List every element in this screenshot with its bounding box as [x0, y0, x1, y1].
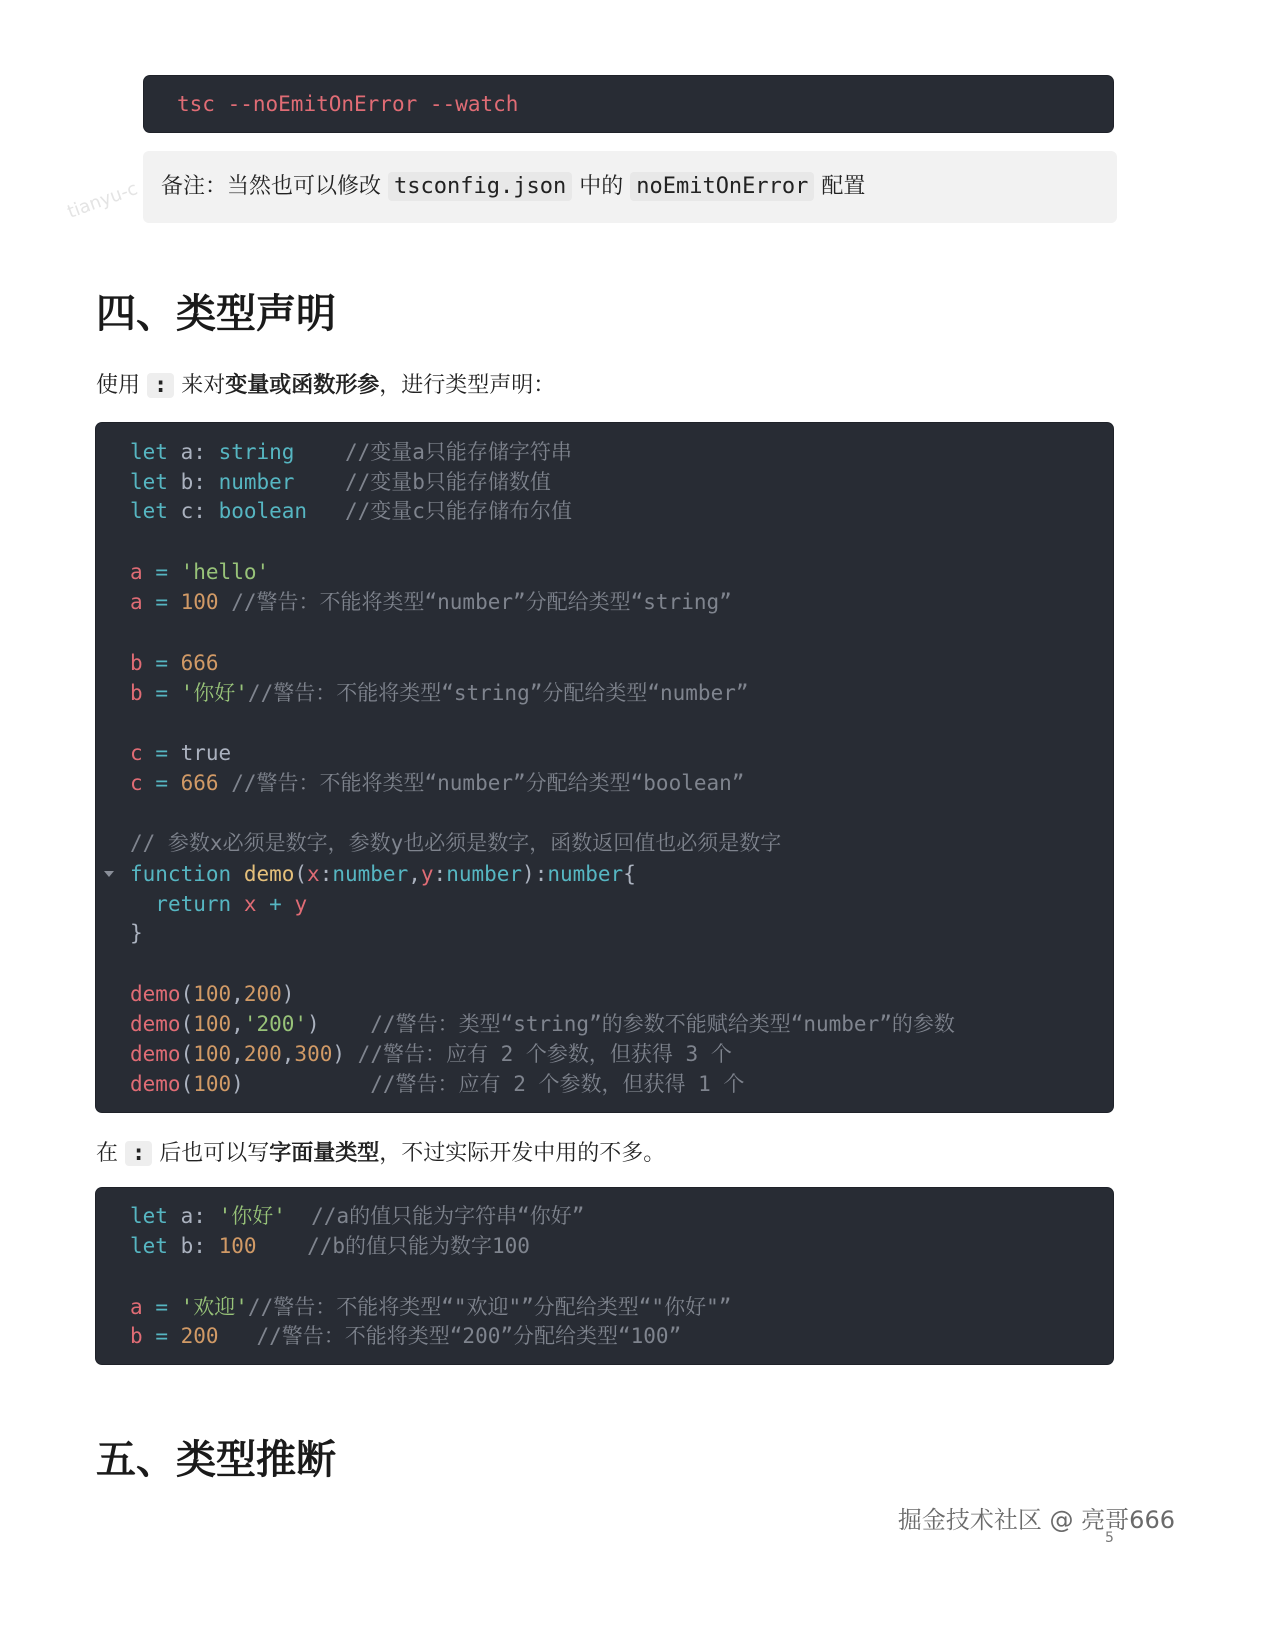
code1-line-14: demo(100,200)	[130, 982, 295, 1006]
code1-line-6: b = 666	[130, 651, 219, 675]
literal-type-code-block	[96, 1188, 1113, 1364]
intro-colon-chip: :	[147, 373, 174, 398]
cmd-tsc: tsc	[177, 92, 215, 116]
code2-line-4: b = 200 //警告：不能将类型“200”分配给类型“100”	[130, 1324, 682, 1348]
code1-line-16: demo(100,200,300) //警告：应有 2 个参数，但获得 3 个	[130, 1042, 732, 1066]
code1-line-9: c = 666 //警告：不能将类型“number”分配给类型“boolean”	[130, 771, 745, 795]
note-middle: 中的	[579, 174, 624, 199]
intro-mid: 来对	[181, 373, 226, 398]
literal-before: 在	[96, 1141, 119, 1166]
command-line	[177, 89, 1113, 119]
type-declaration-code-block	[96, 423, 1113, 1112]
command-code-block	[144, 76, 1113, 132]
code1-line-8: c = true	[130, 741, 232, 765]
section-4-heading: 四、类型声明	[96, 291, 336, 337]
code1-line-13: }	[130, 921, 143, 945]
code1-line-7: b = '你好'//警告：不能将类型“string”分配给类型“number”	[130, 681, 749, 705]
code1-line-4: a = 'hello'	[130, 560, 270, 584]
code1-line-12: return x + y	[155, 892, 308, 916]
code1-line-5: a = 100 //警告：不能将类型“number”分配给类型“string”	[130, 590, 732, 614]
code2-line-1: let a: '你好' //a的值只能为字符串“你好”	[130, 1204, 585, 1228]
intro-before: 使用	[96, 373, 141, 398]
note-suffix: 配置	[821, 174, 866, 199]
literal-mid: 后也可以写	[159, 1141, 270, 1166]
note-code-tsconfig: tsconfig.json	[388, 172, 572, 201]
note-box	[143, 151, 1117, 223]
cmd-flag-watch: --watch	[429, 92, 519, 116]
note-prefix: 备注：当然也可以修改	[161, 174, 382, 199]
code1-line-10: // 参数x必须是数字，参数y也必须是数字，函数返回值也必须是数字	[130, 831, 782, 855]
code1-line-15: demo(100,'200') //警告：类型“string”的参数不能赋给类型“number”的参数	[130, 1012, 955, 1036]
literal-colon-chip: :	[125, 1141, 152, 1166]
literal-after: ，不过实际开发中用的不多。	[379, 1141, 666, 1166]
code2-line-3: a = '欢迎'//警告：不能将类型“"欢迎"”分配给类型“"你好"”	[130, 1295, 732, 1319]
literal-bold: 字面量类型	[269, 1141, 380, 1166]
fold-arrow-icon[interactable]	[104, 871, 114, 877]
intro-after: ，进行类型声明：	[379, 373, 556, 398]
code1-line-17: demo(100) //警告：应有 2 个参数，但获得 1 个	[130, 1072, 745, 1096]
section-5-heading: 五、类型推断	[96, 1437, 336, 1483]
code1-line-3: let c: boolean //变量c只能存储布尔值	[130, 499, 572, 523]
code1-line-11: function demo(x:number,y:number):number{	[130, 862, 636, 886]
code2-line-2: let b: 100 //b的值只能为数字100	[130, 1234, 530, 1258]
code1-line-1: let a: string //变量a只能存储字符串	[130, 440, 572, 464]
source-watermark: 掘金技术社区 @ 亮哥666	[897, 1506, 1175, 1534]
watermark: tianyu-c	[64, 178, 141, 223]
intro-bold: 变量或函数形参	[225, 373, 380, 398]
literal-type-para	[96, 1136, 665, 1167]
note-code-noemit: noEmitOnError	[630, 172, 814, 201]
cmd-flag-noemit: --noEmitOnError	[227, 92, 418, 116]
section-4-intro	[96, 368, 555, 399]
code1-line-2: let b: number //变量b只能存储数值	[130, 470, 551, 494]
page-number: 5	[1105, 1530, 1114, 1546]
